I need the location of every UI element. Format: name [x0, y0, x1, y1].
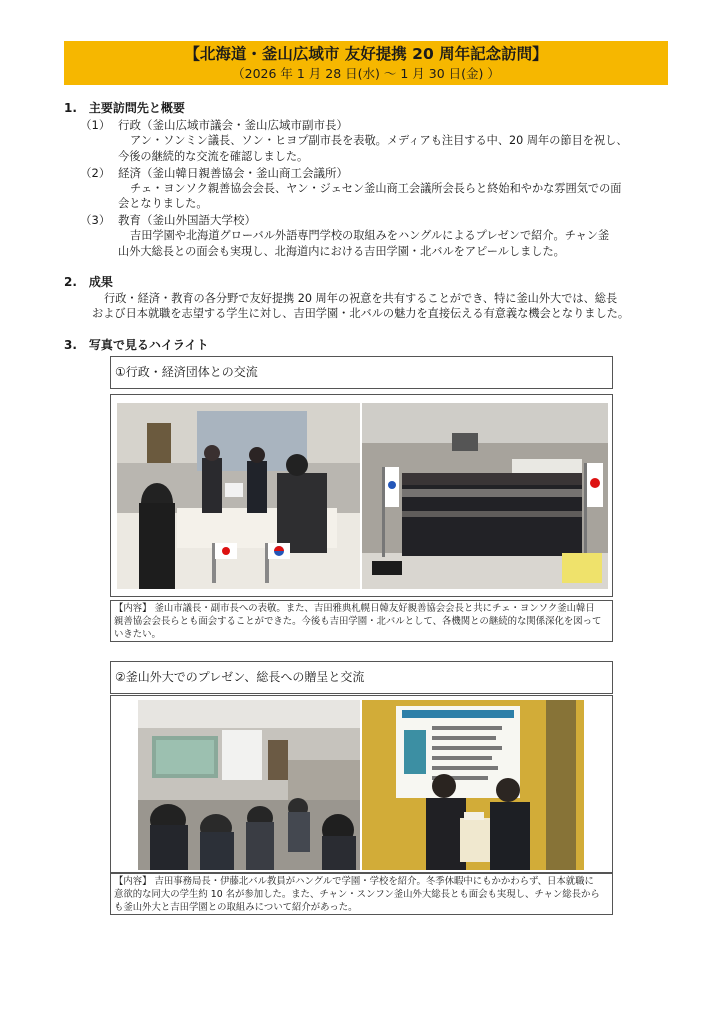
item2-number: （2）	[80, 166, 111, 180]
section1-heading: 1. 主要訪問先と概要	[64, 101, 185, 115]
item2-line1: チェ・ヨンソク親善協会会長、ヤン・ジェセン釜山商工会議所会長らと終始和やかな雰囲気での面	[130, 182, 622, 195]
photo-gift-to-president	[362, 700, 584, 870]
section3-heading: 3. 写真で見るハイライト	[64, 338, 209, 352]
block1-description	[110, 600, 613, 642]
title-banner	[64, 41, 668, 85]
item2-line2: 会となりました。	[118, 197, 208, 210]
block1-caption: ①行政・経済団体との交流	[110, 356, 613, 389]
item3-title: 教育（釜山外国語大学校）	[118, 213, 256, 227]
item3-number: （3）	[80, 213, 111, 227]
section2-heading: 2. 成果	[64, 275, 113, 289]
photo-presentation-students	[138, 700, 360, 870]
photo-city-council-visit	[117, 403, 360, 589]
section2-line1: 行政・経済・教育の各分野で友好提携 20 周年の祝意を共有することができ、特に釜山外大では、総長	[104, 292, 618, 305]
block2-photo-frame	[110, 695, 613, 873]
block1-desc-line3: いきたい。	[114, 629, 161, 641]
block2-caption: ②釜山外大でのプレゼン、総長への贈呈と交流	[110, 661, 613, 694]
item1-line2: 今後の継続的な交流を確認しました。	[118, 150, 309, 163]
visit-dates: （2026 年 1 月 28 日(水) 〜 1 月 30 日(金) ）	[232, 66, 500, 81]
section2-line2: および日本就職を志望する学生に対し、吉田学園・北バルの魅力を直接伝える有意義な機会となりました。	[92, 307, 630, 320]
item1-number: （1）	[80, 118, 111, 132]
item2-title: 経済（釜山韓日親善協会・釜山商工会議所）	[118, 166, 348, 180]
item3-line2: 山外大総長との面会も実現し、北海道内における吉田学園・北バルをアピールしました。	[118, 245, 565, 258]
block2-description	[110, 873, 613, 915]
block2-desc-line2: 意欲的な同大の学生約 10 名が参加した。また、チャン・スンフン釜山外大総長とも面会も実現し、チャン総長から	[114, 889, 600, 901]
block1-desc-line1: 【内容】 釜山市議長・副市長への表敬。また、吉田雅典札幌日韓友好親善協会会長と共にチェ・ヨンソク釜山韓日	[114, 603, 595, 614]
item1-title: 行政（釜山広域市議会・釜山広域市副市長）	[118, 118, 348, 132]
block1-desc-line2: 親善協会会長らとも面会することができた。今後も吉田学園・北バルとして、各機関との継続的な関係深化を図って	[114, 616, 602, 628]
page-title: 【北海道・釜山広域市 友好提携 20 周年記念訪問】	[184, 45, 548, 63]
block2-desc-line1: 【内容】 吉田事務局長・伊藤北バル教員がハングルで学園・学校を紹介。冬季休暇中にもかかわらず、日本就職に	[114, 876, 594, 887]
item3-line1: 吉田学園や北海道グローバル外語専門学校の取組みをハングルによるプレゼンで紹介。チャン釜	[130, 229, 610, 242]
item1-line1: アン・ソンミン議長、ソン・ヒヨプ副市長を表敬。メディアも注目する中、20 周年の節目を祝し、	[130, 134, 628, 147]
block2-desc-line3: も釜山外大と吉田学園との取組みについて紹介があった。	[114, 902, 358, 914]
block1-photo-frame	[110, 394, 613, 597]
photo-economic-group	[362, 403, 608, 589]
